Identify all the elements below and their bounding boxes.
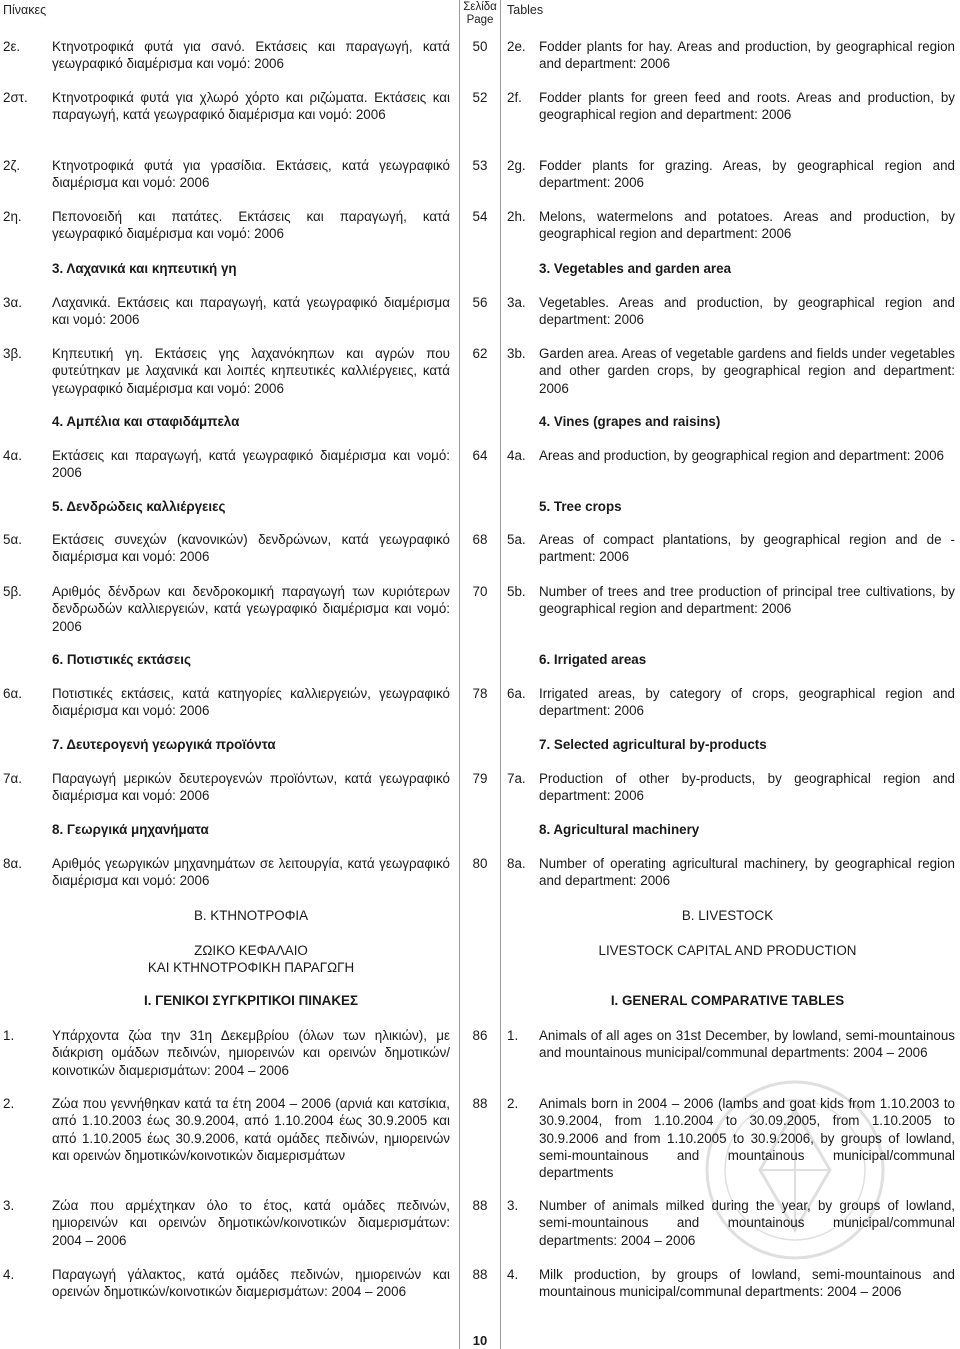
entry-number-en: 2. [507, 1096, 519, 1111]
entry-page: 52 [472, 90, 488, 105]
entry-number-en: 2e. [507, 39, 526, 54]
entry-title-en: Fodder plants for grazing. Areas, by geographical region and department: 2006 [539, 158, 955, 191]
entry-page: 88 [472, 1096, 488, 1111]
section-title-en: 3. Vegetables and garden area [539, 261, 732, 276]
entry-page: 68 [472, 532, 488, 547]
section-title-en: I. GENERAL COMPARATIVE TABLES [610, 993, 845, 1008]
section-title-en: 8. Agricultural machinery [539, 822, 700, 837]
entry-number-en: 3b. [507, 346, 526, 361]
entry-title-gr: Αριθμός γεωργικών μηχανημάτων σε λειτουργία, κατά γεωγραφικό διαμέρισμα και νομό: 2006 [52, 856, 450, 889]
column-rule-right [500, 0, 501, 1349]
entry-number-en: 3a. [507, 295, 526, 310]
entry-number-gr: 5β. [3, 584, 22, 599]
subpart-title-en: LIVESTOCK CAPITAL AND PRODUCTION [598, 943, 857, 958]
entry-title-gr: Ποτιστικές εκτάσεις, κατά κατηγορίες καλλιεργειών, γεωγραφικό διαμέρισμα και νομό: 2006 [52, 686, 450, 719]
section-title-gr: Ι. ΓΕΝΙΚΟΙ ΣΥΓΚΡΙΤΙΚΟΙ ΠΙΝΑΚΕΣ [144, 993, 358, 1008]
entry-page: 54 [472, 209, 488, 224]
entry-number-en: 3. [507, 1198, 519, 1213]
entry-title-en: Production of other by-products, by geographical region and department: 2006 [539, 771, 955, 804]
entry-number-gr: 2. [3, 1096, 15, 1111]
entry-title-en: Melons, watermelons and potatoes. Areas and production, by geographical region and department: 2006 [539, 209, 955, 242]
entry-number-en: 1. [507, 1028, 519, 1043]
entry-number-gr: 2η. [3, 209, 22, 224]
section-title-en: 7. Selected agricultural by-products [539, 737, 767, 752]
page-column-header: Σελίδα Page [463, 1, 497, 26]
page-number: 10 [472, 1333, 488, 1348]
entry-page: 56 [472, 295, 488, 310]
entry-title-en: Number of animals milked during the year, by groups of lowland, semi-mountainous and mountainous municipal/communal departments: 2004 – 2006 [539, 1198, 955, 1248]
seal-watermark [700, 1075, 890, 1265]
entry-number-gr: 4α. [3, 448, 22, 463]
entry-number-en: 5a. [507, 532, 526, 547]
section-title-gr: 3. Λαχανικά και κηπευτική γη [52, 261, 237, 276]
section-title-gr: 7. Δευτερογενή γεωργικά προϊόντα [52, 737, 276, 752]
entry-number-en: 6a. [507, 686, 526, 701]
entry-number-gr: 3α. [3, 295, 22, 310]
section-title-gr: 6. Ποτιστικές εκτάσεις [52, 652, 191, 667]
entry-page: 86 [472, 1028, 488, 1043]
entry-number-gr: 6α. [3, 686, 22, 701]
entry-page: 88 [472, 1267, 488, 1282]
section-title-en: 4. Vines (grapes and raisins) [539, 414, 721, 429]
entry-number-en: 4. [507, 1267, 519, 1282]
entry-title-en: Number of trees and tree production of principal tree cultivations, by geographical region and department: 2006 [539, 584, 955, 617]
entry-title-gr: Παραγωγή γάλακτος, κατά ομάδες πεδινών, ημιορεινών και ορεινών δημοτικών/κοινοτικών διαμερισμάτων: 2004 – 2006 [52, 1267, 450, 1300]
entry-page: 53 [472, 158, 488, 173]
entry-number-gr: 2ε. [3, 39, 21, 54]
entry-page: 62 [472, 346, 488, 361]
entry-title-gr: Εκτάσεις και παραγωγή, κατά γεωγραφικό διαμέρισμα και νομό: 2006 [52, 448, 450, 481]
entry-page: 88 [472, 1198, 488, 1213]
entry-title-en: Animals of all ages on 31st December, by lowland, semi-mountainous and mountainous municipal/communal departments: 2004 – 2006 [539, 1028, 955, 1061]
entry-number-gr: 7α. [3, 771, 22, 786]
entry-number-gr: 3β. [3, 346, 22, 361]
entry-number-en: 2h. [507, 209, 526, 224]
entry-number-gr: 2ζ. [3, 158, 21, 173]
entry-number-en: 7a. [507, 771, 526, 786]
entry-title-en: Garden area. Areas of vegetable gardens and fields under vegetables and other garden crops, by geographical region and department: 2006 [539, 346, 955, 396]
english-column-header: Tables [507, 3, 544, 17]
section-title-gr: 5. Δενδρώδεις καλλιέργειες [52, 499, 226, 514]
entry-title-en: Fodder plants for green feed and roots. Areas and production, by geographical region and department: 2006 [539, 90, 955, 123]
entry-page: 50 [472, 39, 488, 54]
part-title-en: B. LIVESTOCK [681, 908, 774, 923]
entry-page: 79 [472, 771, 488, 786]
entry-title-gr: Κηπευτική γη. Εκτάσεις γης λαχανόκηπων και αγρών που φυτεύτηκαν με λαχανικά και λοιπές κηπευτικές καλλιέργειες, κατά γεωγραφικό διαμέρισμα και νομό: 2006 [52, 346, 450, 396]
entry-title-gr: Ζώα που αρμέχτηκαν όλο το έτος, κατά ομάδες πεδινών, ημιορεινών και ορεινών δημοτικών/κοινοτικών διαμερισμάτων: 2004 – 2006 [52, 1198, 450, 1248]
entry-page: 78 [472, 686, 488, 701]
entry-title-en: Milk production, by groups of lowland, semi-mountainous and mountainous municipal/communal departments: 2004 – 2006 [539, 1267, 955, 1300]
entry-number-en: 4a. [507, 448, 526, 463]
column-rule-left [459, 0, 460, 1349]
entry-title-gr: Υπάρχοντα ζώα την 31η Δεκεμβρίου (όλων των ηλικιών), με διάκριση ομάδων πεδινών, ημιορεινών και ορεινών δημοτικών/κοινοτικών διαμερισμάτων: 2004 – 2006 [52, 1028, 450, 1078]
entry-title-gr: Πεπονοειδή και πατάτες. Εκτάσεις και παραγωγή, κατά γεωγραφικό διαμέρισμα και νομό: 2006 [52, 209, 450, 242]
section-title-gr: 4. Αμπέλια και σταφιδάμπελα [52, 414, 240, 429]
entry-title-en: Vegetables. Areas and production, by geographical region and department: 2006 [539, 295, 955, 328]
entry-title-gr: Κτηνοτροφικά φυτά για σανό. Εκτάσεις και παραγωγή, κατά γεωγραφικό διαμέρισμα και νομό: 2006 [52, 39, 450, 72]
entry-number-gr: 5α. [3, 532, 22, 547]
section-title-en: 6. Irrigated areas [539, 652, 647, 667]
entry-number-en: 5b. [507, 584, 526, 599]
entry-title-gr: Ζώα που γεννήθηκαν κατά τα έτη 2004 – 2006 (αρνιά και κατσίκια, από 1.10.2003 έως 30.9.2004, από 1.10.2004 έως 30.9.2005 και από 1.10.2005 έως 30.9.2006, κατά ομάδες πεδινών, ημιορεινών και ορεινών δημοτικών/κοινοτικών διαμερισμάτων [52, 1096, 450, 1163]
entry-title-gr: Κτηνοτροφικά φυτά για χλωρό χόρτο και ριζώματα. Εκτάσεις και παραγωγή, κατά γεωγραφικό διαμέρισμα και νομό: 2006 [52, 90, 450, 123]
entry-title-en: Fodder plants for hay. Areas and production, by geographical region and department: 2006 [539, 39, 955, 72]
entry-title-en: Areas of compact plantations, by geographical region and de - partment: 2006 [539, 532, 955, 565]
part-title-gr: Β. ΚΤΗΝΟΤΡΟΦΙΑ [193, 908, 309, 923]
section-title-gr: 8. Γεωργικά μηχανήματα [52, 822, 209, 837]
entry-title-en: Animals born in 2004 – 2006 (lambs and goat kids from 1.10.2003 to 30.9.2004, from 1.10.2004 to 30.09.2005, from 1.10.2005 to 30.9.2006 and from 1.10.2005 to 30.9.2006, by groups of lowland, semi-mountainous and mountainous municipal/communal departments [539, 1096, 955, 1181]
entry-page: 80 [472, 856, 488, 871]
entry-page: 70 [472, 584, 488, 599]
entry-page: 64 [472, 448, 488, 463]
entry-number-gr: 3. [3, 1198, 15, 1213]
subpart-title-gr-line1: ΖΩΙΚΟ ΚΕΦΑΛΑΙΟ [194, 943, 308, 958]
entry-number-en: 2f. [507, 90, 522, 105]
entry-title-en: Areas and production, by geographical region and department: 2006 [539, 448, 944, 463]
section-title-en: 5. Tree crops [539, 499, 622, 514]
entry-title-gr: Λαχανικά. Εκτάσεις και παραγωγή, κατά γεωγραφικό διαμέρισμα και νομό: 2006 [52, 295, 450, 328]
entry-number-en: 2g. [507, 158, 526, 173]
entry-title-gr: Παραγωγή μερικών δευτερογενών προϊόντων, κατά γεωγραφικό διαμέρισμα και νομό: 2006 [52, 771, 450, 804]
entry-number-gr: 2στ. [3, 90, 28, 105]
entry-title-gr: Κτηνοτροφικά φυτά για γρασίδια. Εκτάσεις, κατά γεωγραφικό διαμέρισμα και νομό: 2006 [52, 158, 450, 191]
entry-title-gr: Εκτάσεις συνεχών (κανονικών) δενδρώνων, κατά γεωγραφικό διαμέρισμα και νομό: 2006 [52, 532, 450, 565]
entry-title-en: Irrigated areas, by category of crops, geographical region and department: 2006 [539, 686, 955, 719]
entry-number-en: 8a. [507, 856, 526, 871]
entry-number-gr: 4. [3, 1267, 15, 1282]
entry-title-en: Number of operating agricultural machinery, by geographical region and department: 2006 [539, 856, 955, 889]
entry-number-gr: 1. [3, 1028, 15, 1043]
entry-number-gr: 8α. [3, 856, 22, 871]
entry-title-gr: Αριθμός δένδρων και δενδροκομική παραγωγή των κυριότερων δενδρωδών καλλιεργειών, κατά γεωγραφικό διαμέρισμα και νομό: 2006 [52, 584, 450, 634]
subpart-title-gr-line2: ΚΑΙ ΚΤΗΝΟΤΡΟΦΙΚΗ ΠΑΡΑΓΩΓΗ [147, 960, 355, 975]
greek-column-header: Πίνακες [3, 3, 47, 17]
